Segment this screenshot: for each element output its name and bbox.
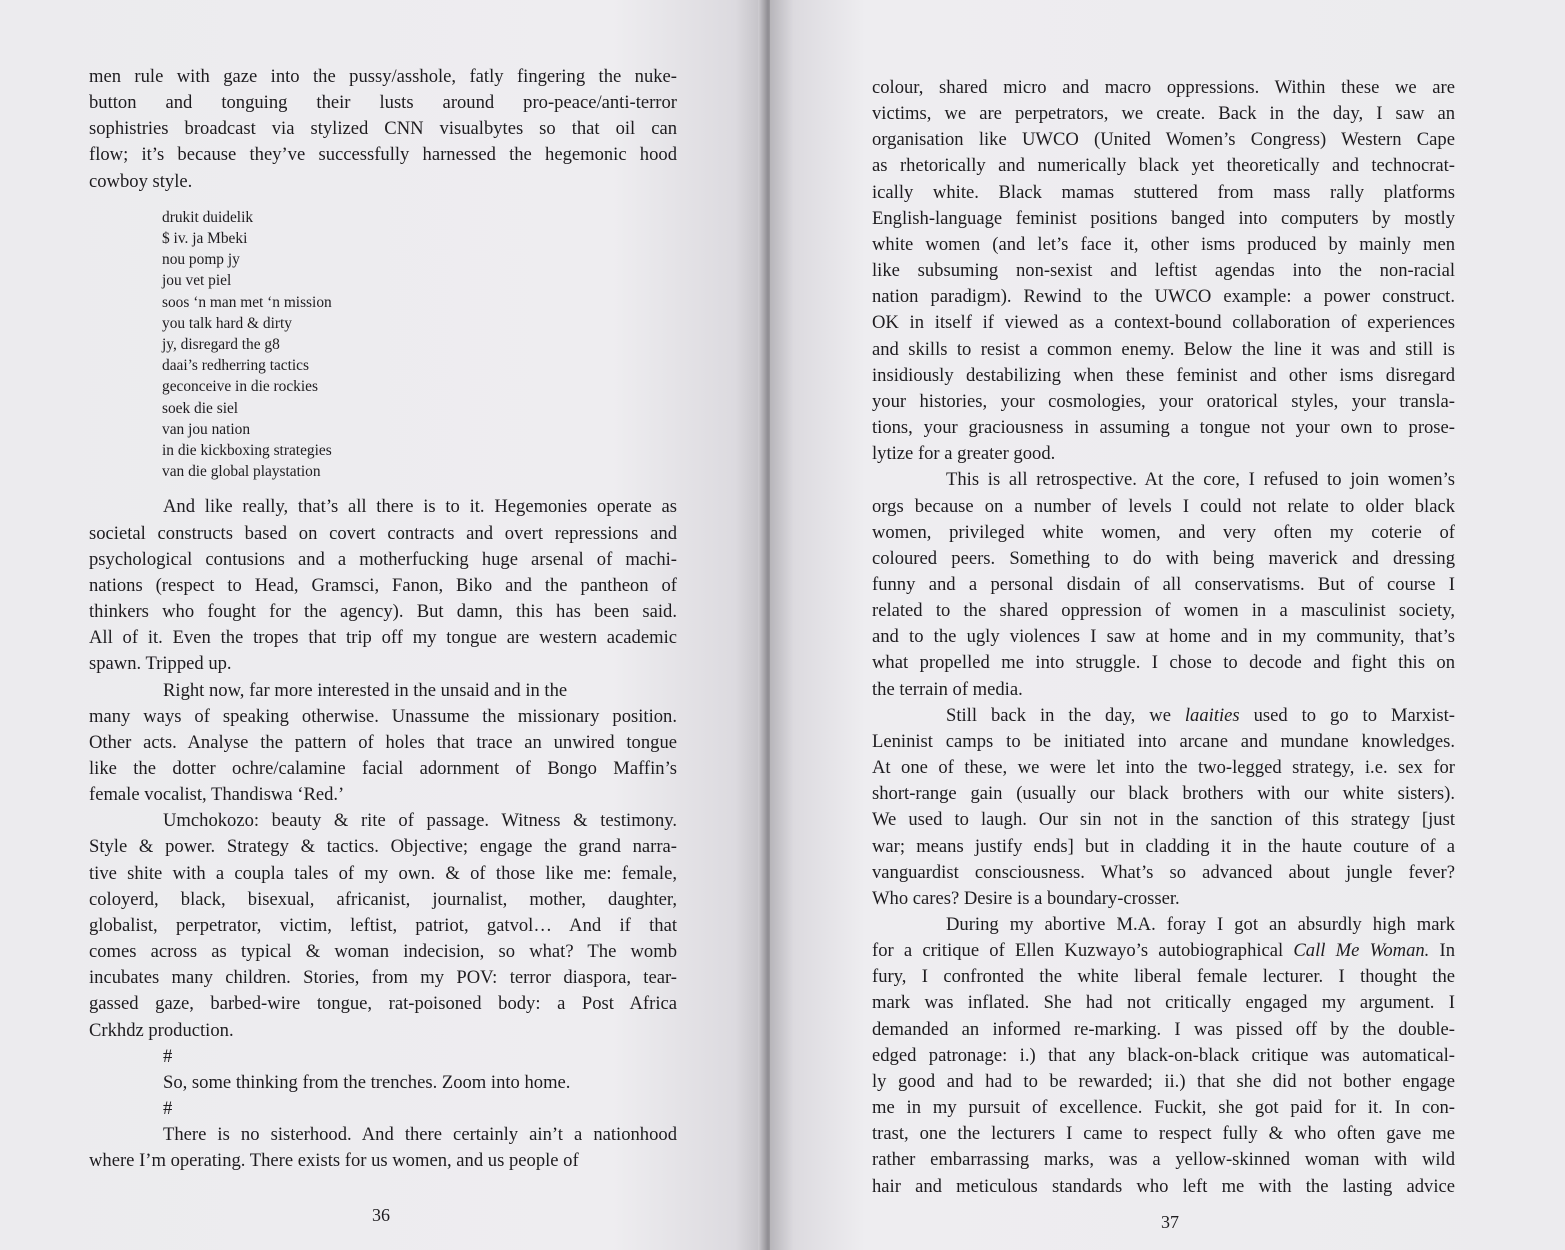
right-page — [770, 0, 1565, 1250]
left-paragraph-4: So, some thinking from the trenches. Zoom into home. — [163, 1071, 571, 1093]
text-line: comes across as typical & woman indecision, so what? The womb — [89, 941, 677, 963]
left-page-body — [89, 64, 677, 1174]
text-line: related to the shared oppression of women in a masculinist society, — [872, 600, 1455, 622]
right-paragraph-2 — [872, 467, 1455, 702]
section-mark: # — [163, 1045, 173, 1067]
text-line: short-range gain (usually our black brothers with our white sisters). — [872, 783, 1455, 805]
text-line: ly good and had to be rewarded; ii.) that she did not bother engage — [872, 1070, 1455, 1092]
text-run: Still back in the day, we — [946, 704, 1185, 726]
section-mark: # — [163, 1098, 173, 1120]
right-paragraph-1 — [872, 75, 1455, 467]
poem-line: jou vet piel — [162, 272, 232, 290]
text-line: like the dotter ochre/calamine facial adornment of Bongo Maffin’s — [89, 757, 677, 779]
text-line: insidiously destabilizing when these feminist and other isms disregard — [872, 364, 1455, 386]
text-line: mark was inflated. She had not critically engaged my argument. I — [872, 992, 1455, 1014]
text-line: And like really, that’s all there is to it. Hegemonies operate as — [163, 496, 677, 518]
text-line: edged patronage: i.) that any black-on-black critique was automatical- — [872, 1044, 1455, 1066]
text-line: men rule with gaze into the pussy/asshole, fatly fingering the nuke- — [89, 66, 677, 87]
right-paragraph-4 — [872, 912, 1455, 1200]
text-line: fury, I confronted the white liberal female lecturer. I thought the — [872, 966, 1455, 988]
text-line: This is all retrospective. At the core, I refused to join women’s — [946, 469, 1455, 491]
text-line: Other acts. Analyse the pattern of holes that trace an unwired tongue — [89, 731, 677, 753]
text-run: used to go to Marxist- — [1239, 704, 1455, 726]
text-line: Who cares? Desire is a boundary-crosser. — [872, 887, 1180, 909]
text-line: coloured peers. Something to do with being maverick and dressing — [872, 547, 1455, 569]
right-page-body — [872, 75, 1455, 1200]
book-title: Call Me Woman. — [1293, 940, 1430, 962]
text-line: and skills to resist a common enemy. Below the line it was and still is — [872, 338, 1455, 360]
text-line: like subsuming non-sexist and leftist agendas into the non-racial — [872, 260, 1455, 282]
text-line — [872, 703, 1455, 729]
text-line: women, privileged white women, and very often my coterie of — [872, 521, 1455, 543]
text-line: OK in itself if viewed as a context-bound collaboration of experiences — [872, 312, 1455, 334]
text-line: There is no sisterhood. And there certainly ain’t a nationhood — [163, 1124, 677, 1146]
page-number: 36 — [372, 1205, 390, 1225]
text-line: orgs because on a number of levels I could not relate to older black — [872, 495, 1455, 517]
text-line: organisation like UWCO (United Women’s Congress) Western Cape — [872, 129, 1455, 151]
text-line: coloyerd, black, bisexual, africanist, journalist, mother, daughter, — [89, 888, 677, 910]
text-line: where I’m operating. There exists for us women, and us people of — [89, 1150, 579, 1172]
poem-line: jy, disregard the g8 — [162, 336, 280, 353]
text-line: nation paradigm). Rewind to the UWCO example: a power construct. — [872, 286, 1455, 308]
text-line: English-language feminist positions banged into computers by mostly — [872, 207, 1455, 229]
text-line: colour, shared micro and macro oppressions. Within these we are — [872, 77, 1455, 98]
text-line: societal constructs based on covert contracts and overt repressions and — [89, 522, 677, 544]
text-line: sophistries broadcast via stylized CNN visualbytes so that oil can — [89, 118, 677, 140]
text-line: gassed gaze, barbed-wire tongue, rat-poisoned body: a Post Africa — [89, 993, 677, 1015]
text-line: thinkers who fought for the agency). But damn, this has been said. — [89, 601, 677, 623]
text-line: as rhetorically and numerically black yet theoretically and technocrat- — [872, 155, 1455, 177]
left-paragraph-5 — [89, 1122, 677, 1174]
text-line: war; means justify ends] but in cladding it in the haute couture of a — [872, 835, 1455, 857]
text-line: Crkhdz production. — [89, 1019, 234, 1041]
text-line: and to the ugly violences I saw at home and in my community, that’s — [872, 626, 1455, 648]
poem-line: in die kickboxing strategies — [162, 442, 332, 460]
text-line: globalist, perpetrator, victim, leftist, patriot, gatvol… And if that — [89, 914, 677, 936]
left-paragraph-1 — [89, 494, 677, 677]
text-line: ically white. Black mamas stuttered from mass rally platforms — [872, 181, 1455, 203]
text-line: trast, one the lecturers I came to respect fully & who often gave me — [872, 1123, 1455, 1145]
poem-line: $ iv. ja Mbeki — [162, 229, 248, 247]
left-opening-paragraph — [89, 64, 677, 195]
text-line: many ways of speaking otherwise. Unassume the missionary position. — [89, 705, 677, 727]
text-line: rather embarrassing marks, was a yellow-skinned woman with wild — [872, 1149, 1455, 1171]
text-line: hair and meticulous standards who left me with the lasting advice — [872, 1175, 1455, 1197]
text-line: victims, we are perpetrators, we create. Back in the day, I saw an — [872, 103, 1455, 125]
poem-line: van die global playstation — [162, 463, 321, 481]
text-line: tions, your graciousness in assuming a tongue not your own to prose- — [872, 417, 1455, 439]
poem-line: you talk hard & dirty — [162, 314, 292, 332]
text-line: nations (respect to Head, Gramsci, Fanon, Biko and the pantheon of — [89, 574, 677, 596]
text-line: demanded an informed re-marking. I was pissed off by the double- — [872, 1018, 1455, 1040]
text-line: Right now, far more interested in the unsaid and in the — [163, 679, 568, 701]
text-line: white women (and let’s face it, other isms produced by mainly men — [872, 233, 1455, 255]
text-line: your histories, your cosmologies, your oratorical styles, your transla- — [872, 390, 1455, 412]
text-line: spawn. Tripped up. — [89, 653, 232, 675]
left-paragraph-3 — [89, 808, 677, 1043]
italic-term: laaities — [1184, 704, 1240, 726]
text-line: During my abortive M.A. foray I got an absurdly high mark — [946, 914, 1455, 935]
text-line: tive shite with a coupla tales of my own. & of those like me: female, — [89, 862, 677, 884]
poem-line: soek die siel — [162, 399, 239, 417]
text-line: what propelled me into struggle. I chose to decode and fight this on — [872, 652, 1455, 674]
left-page — [0, 0, 766, 1250]
text-line: All of it. Even the tropes that trip off my tongue are western academic — [89, 627, 677, 649]
text-line: We used to laugh. Our sin not in the sanction of this strategy [just — [872, 809, 1455, 831]
text-line: Umchokozo: beauty & rite of passage. Witness & testimony. — [163, 810, 677, 832]
text-line: the terrain of media. — [872, 678, 1023, 700]
text-line: funny and a personal disdain of all conservatisms. But of course I — [872, 573, 1455, 595]
poem — [162, 207, 677, 483]
page-number: 37 — [1161, 1212, 1179, 1232]
text-line: psychological contusions and a motherfucking huge arsenal of machi- — [89, 548, 677, 570]
text-run: In — [1429, 940, 1455, 962]
poem-line: drukit duidelik — [162, 208, 254, 226]
text-line: incubates many children. Stories, from my POV: terror diaspora, tear- — [89, 967, 677, 989]
text-run: for a critique of Ellen Kuzwayo’s autobiographical — [872, 940, 1294, 962]
text-line: female vocalist, Thandiswa ‘Red.’ — [89, 784, 345, 806]
text-line: me in my pursuit of excellence. Fuckit, she got paid for it. In con- — [872, 1097, 1455, 1119]
text-line: Leninist camps to be initiated into arcane and mundane knowledges. — [872, 730, 1455, 752]
text-line: cowboy style. — [89, 170, 193, 192]
text-line: flow; it’s because they’ve successfully harnessed the hegemonic hood — [89, 144, 677, 166]
text-line: button and tonguing their lusts around pro-peace/anti-terror — [89, 92, 677, 114]
text-line: lytize for a greater good. — [872, 443, 1056, 465]
text-line: vanguardist consciousness. What’s so advanced about jungle fever? — [872, 861, 1455, 883]
text-line — [872, 938, 1455, 964]
poem-line: geconceive in die rockies — [162, 378, 318, 396]
poem-line: van jou nation — [162, 420, 251, 438]
poem-line: daai’s redherring tactics — [162, 357, 309, 375]
poem-line: nou pomp jy — [162, 251, 240, 269]
poem-line: soos ‘n man met ‘n mission — [162, 293, 332, 311]
text-line: Style & power. Strategy & tactics. Objective; engage the grand narra- — [89, 836, 677, 858]
left-paragraph-2 — [89, 678, 677, 809]
text-line: At one of these, we were let into the two-legged strategy, i.e. sex for — [872, 757, 1455, 779]
right-paragraph-3 — [872, 703, 1455, 912]
